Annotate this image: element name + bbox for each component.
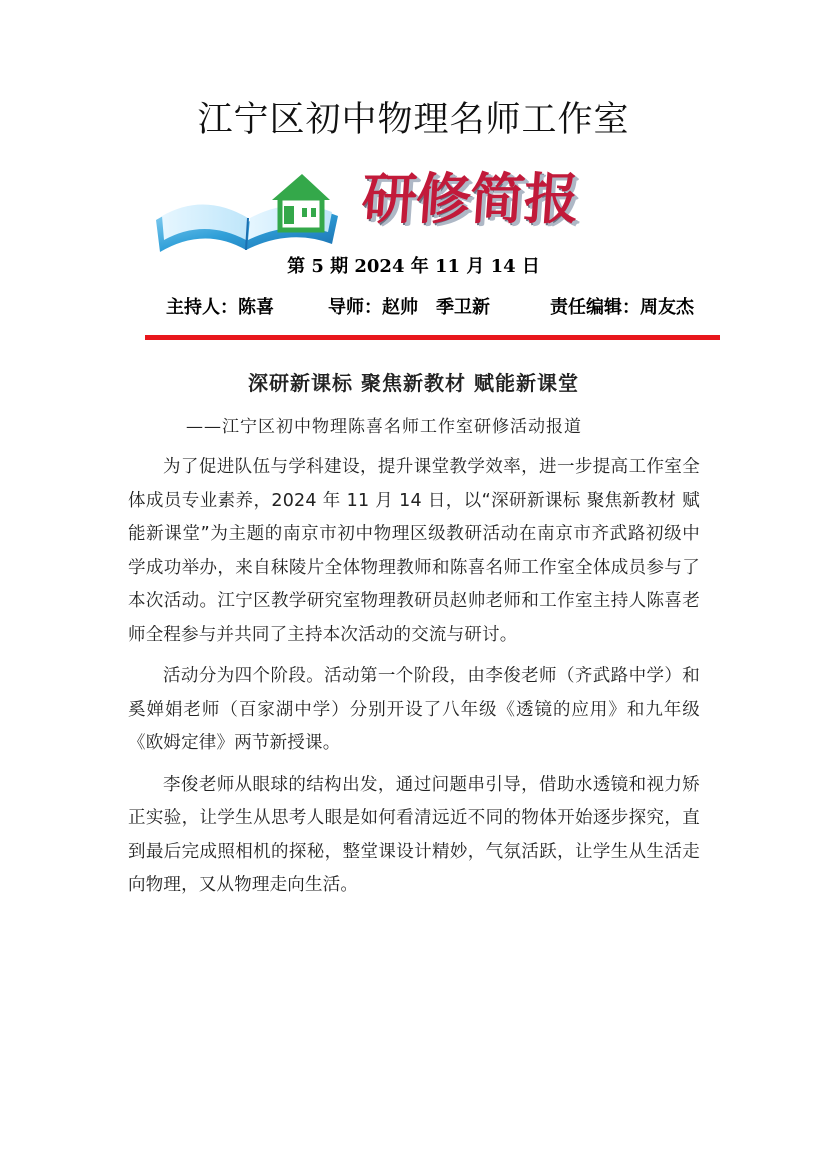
red-divider — [145, 335, 720, 340]
issue-line: 第 5 期 2024 年 11 月 14 日 — [287, 256, 540, 277]
staff-line — [160, 294, 705, 322]
paragraph: 为了促进队伍与学科建设，提升课堂教学效率，进一步提高工作室全体成员专业素养，2024 年 11 月 14 日，以“深研新课标 聚焦新教材 赋能新课堂”为主题的南京市初中物理区级教研活动在南京市齐武路初级中学成功举办，来自秣陵片全体物理教师和陈喜名师工作室全体成员参与了本次活动。江宁区教学研究室物理教研员赵帅老师和工作室主持人陈喜老师全程参与并共同了主持本次活动的交流与研讨。 — [128, 457, 700, 645]
banner-title: 研修简报 — [359, 167, 581, 231]
article-subtitle: ——江宁区初中物理陈喜名师工作室研修活动报道 — [186, 417, 582, 437]
open-book-icon — [152, 170, 342, 258]
paragraph: 活动分为四个阶段。活动第一个阶段，由李俊老师（齐武路中学）和奚婵娟老师（百家湖中学）分别开设了八年级《透镜的应用》和九年级《欧姆定律》两节新授课。 — [128, 666, 700, 753]
host-label: 主持人：陈喜 — [166, 297, 274, 318]
paragraph: 李俊老师从眼球的结构出发，通过问题串引导，借助水透镜和视力矫正实验，让学生从思考人眼是如何看清远近不同的物体开始逐步探究，直到最后完成照相机的探秘，整堂课设计精妙，气氛活跃，让学生从生活走向物理，又从物理走向生活。 — [128, 774, 700, 895]
article-body — [128, 451, 700, 911]
article-title: 深研新课标 聚焦新教材 赋能新课堂 — [248, 371, 579, 395]
editor-label: 责任编辑：周友杰 — [550, 297, 694, 318]
house-icon — [272, 174, 330, 230]
mentor-label: 导师：赵帅 季卫新 — [328, 297, 490, 318]
page-title: 江宁区初中物理名师工作室 — [197, 100, 630, 140]
